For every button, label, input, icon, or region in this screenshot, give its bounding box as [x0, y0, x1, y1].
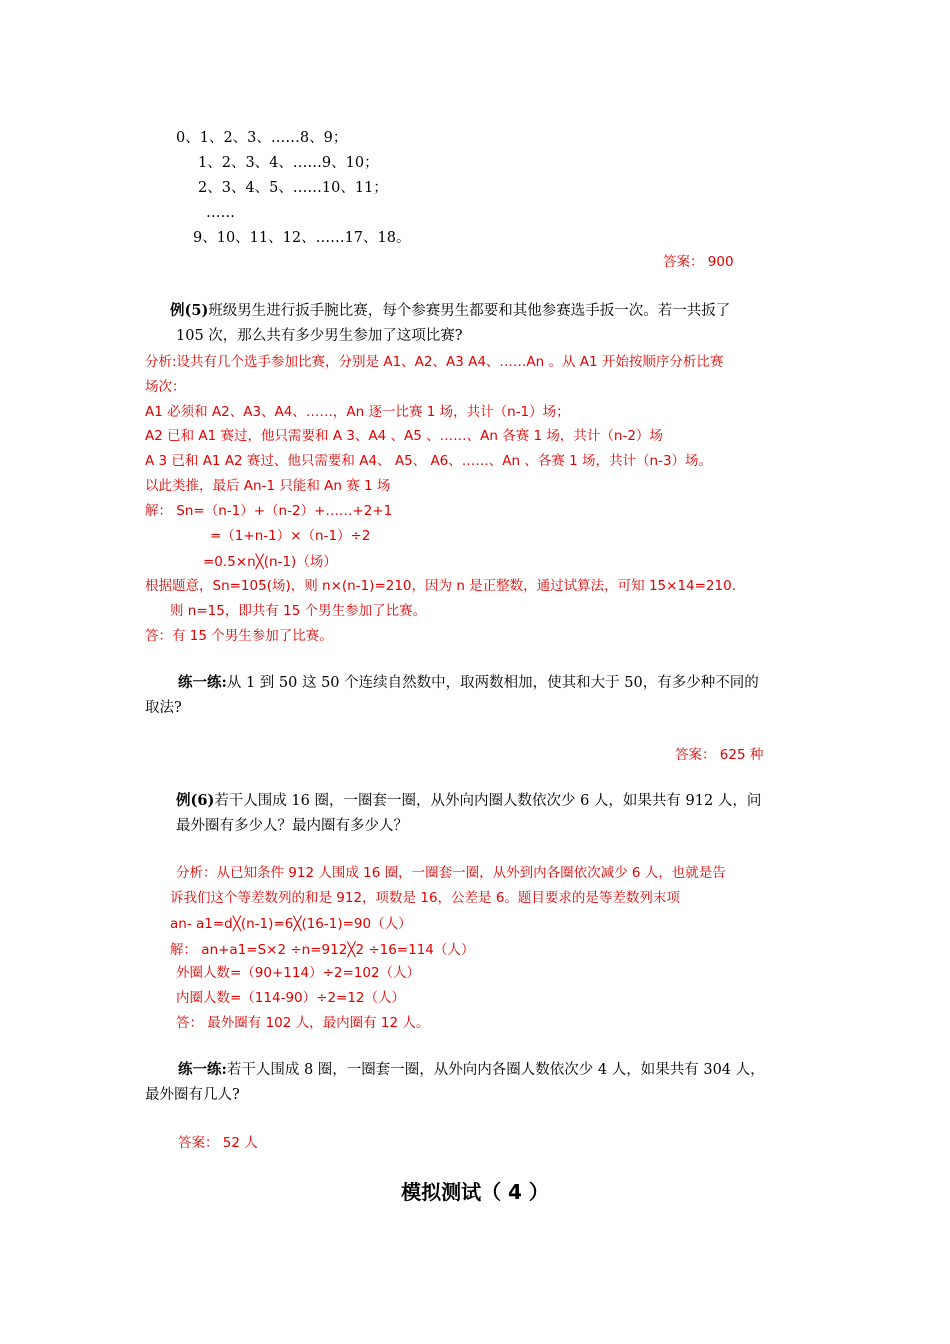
practice-1-label: 练一练:: [178, 674, 227, 691]
example-6-label: 例(6): [176, 792, 215, 809]
example-5-solution-3: =0.5×n╳(n-1)（场）: [203, 554, 337, 570]
practice-1-answer: 答案： 625 种: [675, 747, 764, 763]
example-5-question-text: 班级男生进行扳手腕比赛，每个参赛男生都要和其他参赛选手扳一次。若一共扳了: [208, 303, 731, 319]
sequence-line-2: 1、2、3、4、……9、10；: [198, 155, 379, 171]
example-6-analysis-2: 诉我们这个等差数列的和是 912，项数是 16，公差是 6。题目要求的是等差数列末项: [170, 890, 680, 906]
section-title: 模拟测试（ 4 ）: [401, 1180, 549, 1204]
example-5-analysis-4: A2 已和 A1 赛过，他只需要和 A 3、A4 、A5 、……、An 各赛 1 场，共计（n-2）场: [145, 428, 663, 444]
example-5-answer: 答：有 15 个男生参加了比赛。: [145, 628, 333, 644]
example-5-analysis-3: A1 必须和 A2、A3、A4、……，An 逐一比赛 1 场，共计（n-1）场；: [145, 404, 570, 420]
practice-2-question-text: 若干人围成 8 圈，一圈套一圈，从外向内各圈人数依次少 4 人，如果共有 304 人，: [226, 1062, 765, 1078]
example-6-question-text: 若干人围成 16 圈，一圈套一圈，从外向内圈人数依次少 6 人，如果共有 912 人，问: [214, 793, 762, 809]
answer-1: 答案： 900: [663, 254, 734, 270]
practice-1-question-line-2: 取法?: [145, 700, 182, 716]
example-5-solution-1: 解： Sn=（n-1）+（n-2）+……+2+1: [145, 503, 393, 519]
example-5-label: 例(5): [170, 302, 209, 319]
example-6-solution-3: 内圈人数=（114-90）÷2=12（人）: [176, 990, 406, 1006]
example-5-solution-4: 根据题意，Sn=105(场)，则 n×(n-1)=210，因为 n 是正整数，通过试算法，可知 15×14=210.: [145, 578, 736, 594]
practice-1-question-text: 从 1 到 50 这 50 个连续自然数中，取两数相加，使其和大于 50，有多少种不同的: [226, 675, 759, 691]
sequence-line-1: 0、1、2、3、……8、9；: [176, 130, 348, 146]
example-5-analysis-5: A 3 已和 A1 A2 赛过、他只需要和 A4、 A5、 A6、……、An 、各赛 1 场，共计（n-3）场。: [145, 453, 713, 469]
practice-2-question-line-1: [178, 1060, 765, 1080]
practice-1-question-line-1: [178, 673, 759, 693]
example-6-solution-1: 解： an+a1=S×2 ÷n=912╳2 ÷16=114（人）: [170, 942, 475, 958]
sequence-line-4: ……: [206, 205, 235, 221]
example-6-solution-2: 外圈人数=（90+114）÷2=102（人）: [176, 965, 421, 981]
example-6-analysis-3: an- a1=d╳(n-1)=6╳(16-1)=90（人）: [170, 916, 412, 932]
example-5-solution-5: 则 n=15，即共有 15 个男生参加了比赛。: [170, 603, 427, 619]
example-6-analysis-1: 分析：从已知条件 912 人围成 16 圈，一圈套一圈，从外到内各圈依次减少 6 人，也就是告: [176, 865, 726, 881]
example-5-analysis-1: 分析:设共有几个选手参加比赛，分别是 A1、A2、A3 A4、……An 。从 A1 开始按顺序分析比赛: [145, 354, 724, 370]
practice-2-question-line-2: 最外圈有几人?: [145, 1087, 240, 1103]
example-5-question-line-2: 105 次，那么共有多少男生参加了这项比赛?: [176, 328, 463, 344]
example-6-question-line-1: [176, 791, 761, 811]
example-5-question-line-1: [170, 301, 730, 321]
practice-2-label: 练一练:: [178, 1061, 227, 1078]
example-6-answer: 答： 最外圈有 102 人，最内圈有 12 人。: [176, 1015, 430, 1031]
example-6-question-line-2: 最外圈有多少人？最内圈有多少人？: [176, 818, 408, 834]
example-5-analysis-6: 以此类推，最后 An-1 只能和 An 赛 1 场: [145, 478, 391, 494]
sequence-line-5: 9、10、11、12、……17、18。: [193, 230, 411, 246]
sequence-line-3: 2、3、4、5、……10、11；: [198, 180, 388, 196]
example-5-analysis-2: 场次：: [145, 379, 186, 395]
example-5-solution-2: =（1+n-1）×（n-1）÷2: [210, 528, 371, 544]
practice-2-answer: 答案： 52 人: [178, 1135, 258, 1151]
